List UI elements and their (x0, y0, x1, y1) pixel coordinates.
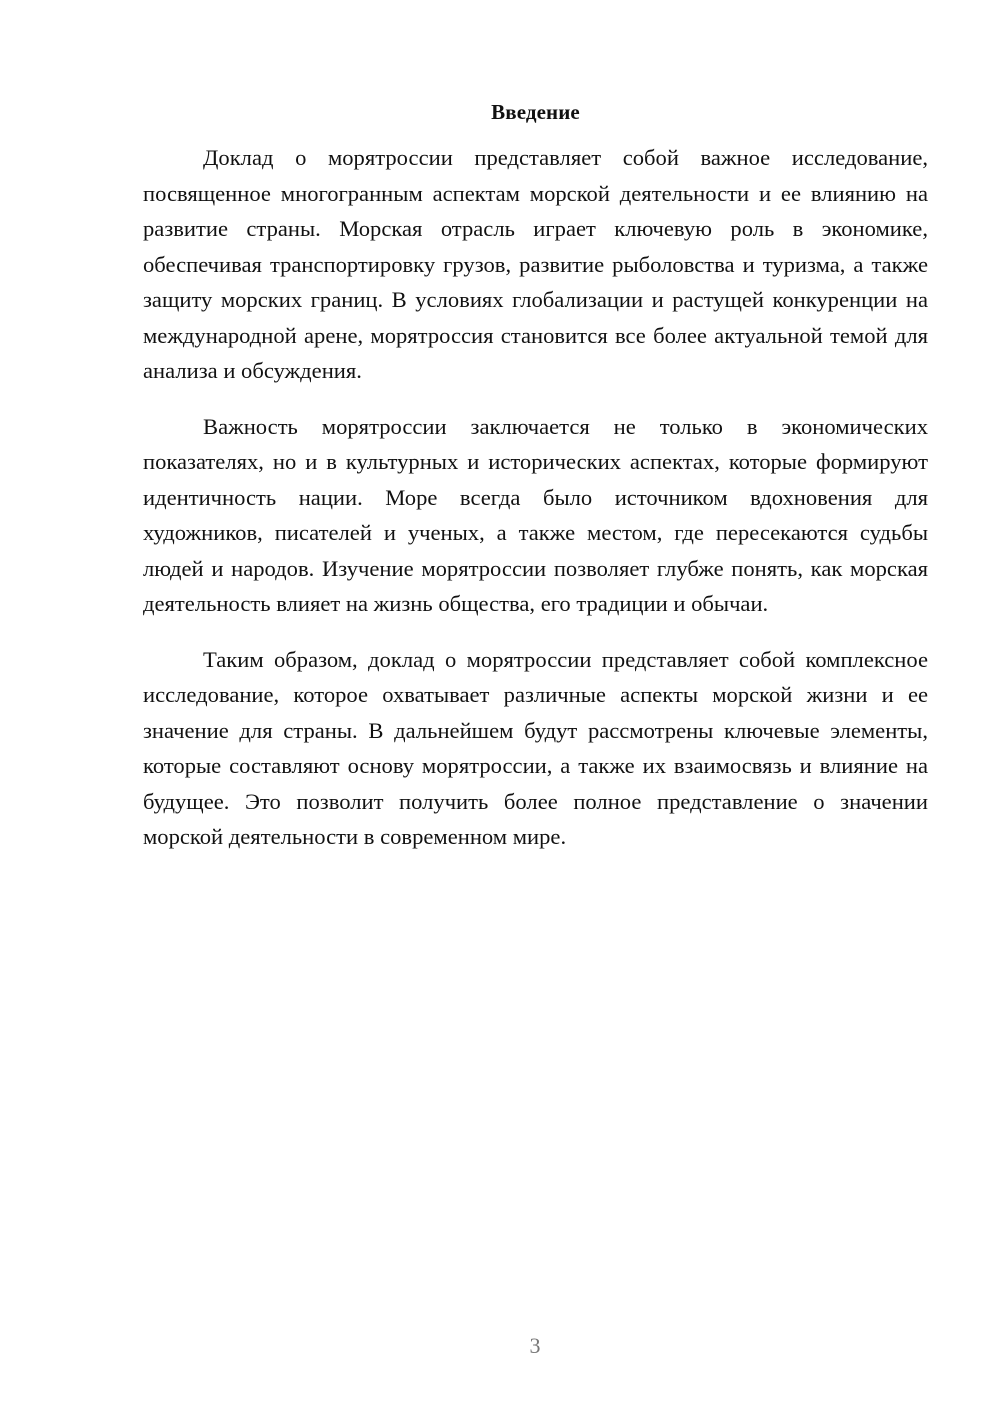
section-heading: Введение (491, 100, 580, 124)
paragraph-2: Важность морятроссии заключается не только в экономических показателях, но и в культурных и исторических аспектах, которые формируют идентичность нации. Море всегда было источником вдохновения для художников, писателей и ученых, а также местом, где пересекаются судьбы людей и народов. Изучение морятроссии позволяет глубже понять, как морская деятельность влияет на жизнь общества, его традиции и обычаи. (143, 413, 928, 616)
page-content (143, 97, 928, 875)
page-number: 3 (529, 1333, 541, 1358)
paragraph-1: Доклад о морятроссии представляет собой важное исследование, посвященное многогранным аспектам морской деятельности и ее влиянию на развитие страны. Морская отрасль играет ключевую роль в экономике, обеспечивая транспортировку грузов, развитие рыболовства и туризма, а также защиту морских границ. В условиях глобализации и растущей конкуренции на международной арене, морятроссия становится все более актуальной темой для анализа и обсуждения. (143, 145, 928, 383)
paragraph-3: Таким образом, доклад о морятроссии представляет собой комплексное исследование, которое охватывает различные аспекты морской жизни и ее значение для страны. В дальнейшем будут рассмотрены ключевые элементы, которые составляют основу морятроссии, а также их взаимосвязь и влияние на будущее. Это позволит получить более полное представление о значении морской деятельности в современном мире. (143, 646, 928, 849)
